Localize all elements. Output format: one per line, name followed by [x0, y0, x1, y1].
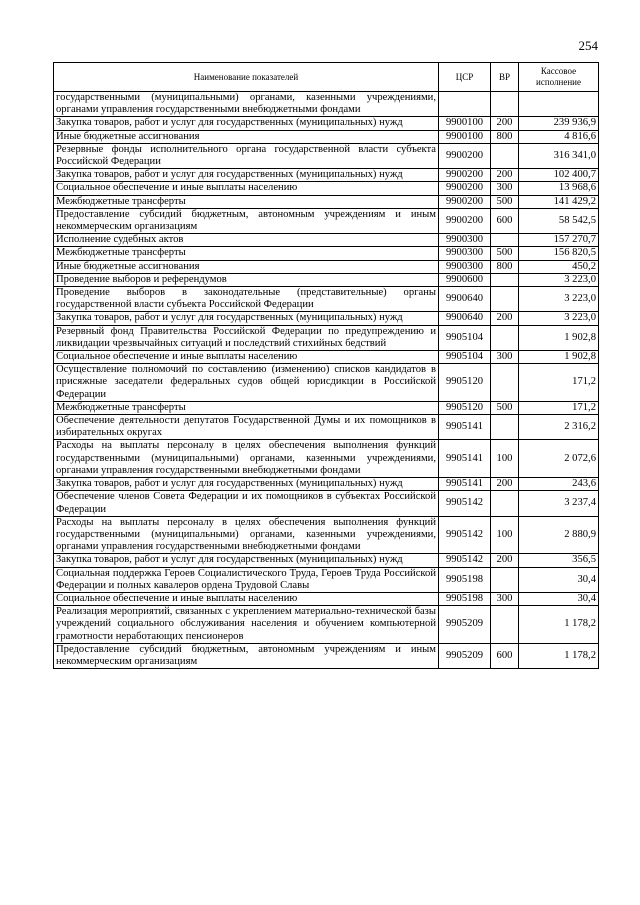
table-row	[54, 325, 599, 350]
row-vr-cell: 200	[491, 169, 519, 182]
row-csr-cell: 9900640	[439, 312, 491, 325]
row-vr-cell: 500	[491, 247, 519, 260]
row-csr-cell: 9900200	[439, 195, 491, 208]
table-row	[54, 130, 599, 143]
row-csr-cell: 9905141	[439, 478, 491, 491]
row-vr-cell: 200	[491, 312, 519, 325]
row-amount-cell	[519, 92, 599, 117]
row-name-cell: Социальное обеспечение и иные выплаты населению	[54, 182, 439, 195]
row-name-cell: Закупка товаров, работ и услуг для государственных (муниципальных) нужд	[54, 478, 439, 491]
table-row	[54, 260, 599, 273]
row-vr-cell	[491, 325, 519, 350]
row-amount-cell: 3 237,4	[519, 491, 599, 516]
row-vr-cell	[491, 287, 519, 312]
table-row	[54, 478, 599, 491]
table-row	[54, 312, 599, 325]
row-name-cell: государственными (муниципальными) органами, казенными учреждениями, органами управления государственными внебюджетными фондами	[54, 92, 439, 117]
row-name-cell: Социальное обеспечение и иные выплаты населению	[54, 592, 439, 605]
row-amount-cell: 1 178,2	[519, 606, 599, 644]
row-name-cell: Обеспечение членов Совета Федерации и их помощников в субъектах Российской Федерации	[54, 491, 439, 516]
row-csr-cell: 9905209	[439, 643, 491, 668]
row-vr-cell	[491, 92, 519, 117]
row-csr-cell: 9905104	[439, 325, 491, 350]
row-amount-cell: 3 223,0	[519, 287, 599, 312]
table-row	[54, 247, 599, 260]
table-row	[54, 287, 599, 312]
row-name-cell: Проведение выборов в законодательные (представительные) органы государственной власти субъекта Российской Федерации	[54, 287, 439, 312]
row-vr-cell: 200	[491, 554, 519, 567]
row-amount-cell: 1 178,2	[519, 643, 599, 668]
row-amount-cell: 239 936,9	[519, 117, 599, 130]
row-amount-cell: 30,4	[519, 567, 599, 592]
row-amount-cell: 2 316,2	[519, 415, 599, 440]
row-csr-cell: 9905198	[439, 567, 491, 592]
row-vr-cell: 200	[491, 117, 519, 130]
row-name-cell: Обеспечение деятельности депутатов Государственной Думы и их помощников в избирательных округах	[54, 415, 439, 440]
row-name-cell: Реализация мероприятий, связанных с укреплением материально-технической базы учреждений социального обслуживания населения и обучением компьютерной грамотности неработающих пенсионеров	[54, 606, 439, 644]
row-csr-cell: 9900200	[439, 208, 491, 233]
row-amount-cell: 3 223,0	[519, 273, 599, 286]
row-name-cell: Исполнение судебных актов	[54, 234, 439, 247]
row-csr-cell: 9905120	[439, 364, 491, 402]
row-name-cell: Расходы на выплаты персоналу в целях обеспечения выполнения функций государственными (муниципальными) органами, казенными учреждениями, органами управления государственными внебюджетными фондами	[54, 440, 439, 478]
row-csr-cell: 9900100	[439, 117, 491, 130]
table-row	[54, 234, 599, 247]
row-name-cell: Социальное обеспечение и иные выплаты населению	[54, 351, 439, 364]
row-csr-cell: 9900200	[439, 143, 491, 168]
table-row	[54, 195, 599, 208]
row-name-cell: Межбюджетные трансферты	[54, 401, 439, 414]
row-amount-cell: 171,2	[519, 401, 599, 414]
row-name-cell: Иные бюджетные ассигнования	[54, 260, 439, 273]
row-vr-cell: 500	[491, 401, 519, 414]
row-vr-cell: 600	[491, 208, 519, 233]
header-name: Наименование показателей	[54, 63, 439, 92]
row-vr-cell: 600	[491, 643, 519, 668]
table-row	[54, 516, 599, 554]
row-name-cell: Резервный фонд Правительства Российской Федерации по предупреждению и ликвидации чрезвычайных ситуаций и последствий стихийных бедствий	[54, 325, 439, 350]
budget-table	[53, 62, 599, 669]
row-amount-cell: 1 902,8	[519, 325, 599, 350]
table-row	[54, 273, 599, 286]
row-name-cell: Резервные фонды исполнительного органа государственной власти субъекта Российской Федерации	[54, 143, 439, 168]
row-amount-cell: 243,6	[519, 478, 599, 491]
row-vr-cell: 800	[491, 260, 519, 273]
table-row	[54, 364, 599, 402]
row-name-cell: Закупка товаров, работ и услуг для государственных (муниципальных) нужд	[54, 169, 439, 182]
row-vr-cell: 500	[491, 195, 519, 208]
table-row	[54, 415, 599, 440]
row-csr-cell: 9905141	[439, 440, 491, 478]
row-name-cell: Предоставление субсидий бюджетным, автономным учреждениям и иным некоммерческим организациям	[54, 643, 439, 668]
table-row	[54, 117, 599, 130]
row-name-cell: Расходы на выплаты персоналу в целях обеспечения выполнения функций государственными (муниципальными) органами, казенными учреждениями, органами управления государственными внебюджетными фондами	[54, 516, 439, 554]
row-vr-cell	[491, 143, 519, 168]
row-csr-cell: 9900100	[439, 130, 491, 143]
row-vr-cell: 800	[491, 130, 519, 143]
row-csr-cell: 9905142	[439, 491, 491, 516]
table-row	[54, 182, 599, 195]
table-row	[54, 567, 599, 592]
row-name-cell: Межбюджетные трансферты	[54, 247, 439, 260]
row-name-cell: Осуществление полномочий по составлению (изменению) списков кандидатов в присяжные заседатели федеральных судов общей юрисдикции в Российской Федерации	[54, 364, 439, 402]
row-vr-cell	[491, 567, 519, 592]
table-row	[54, 606, 599, 644]
row-name-cell: Закупка товаров, работ и услуг для государственных (муниципальных) нужд	[54, 554, 439, 567]
table-row	[54, 208, 599, 233]
header-vr: ВР	[491, 63, 519, 92]
row-amount-cell: 171,2	[519, 364, 599, 402]
row-amount-cell: 1 902,8	[519, 351, 599, 364]
row-vr-cell	[491, 415, 519, 440]
table-row	[54, 440, 599, 478]
table-row	[54, 491, 599, 516]
row-amount-cell: 58 542,5	[519, 208, 599, 233]
row-csr-cell: 9905120	[439, 401, 491, 414]
row-vr-cell: 200	[491, 478, 519, 491]
row-name-cell: Межбюджетные трансферты	[54, 195, 439, 208]
row-csr-cell: 9905198	[439, 592, 491, 605]
table-row	[54, 643, 599, 668]
row-amount-cell: 156 820,5	[519, 247, 599, 260]
row-csr-cell: 9900300	[439, 247, 491, 260]
row-name-cell: Социальная поддержка Героев Социалистического Труда, Героев Труда Российской Федерации и полных кавалеров ордена Трудовой Славы	[54, 567, 439, 592]
table-row	[54, 92, 599, 117]
table-body	[54, 92, 599, 669]
row-vr-cell	[491, 364, 519, 402]
row-amount-cell: 141 429,2	[519, 195, 599, 208]
row-amount-cell: 356,5	[519, 554, 599, 567]
row-csr-cell: 9900600	[439, 273, 491, 286]
row-amount-cell: 2 880,9	[519, 516, 599, 554]
row-csr-cell: 9905142	[439, 554, 491, 567]
row-csr-cell: 9905142	[439, 516, 491, 554]
row-name-cell: Иные бюджетные ассигнования	[54, 130, 439, 143]
row-vr-cell	[491, 234, 519, 247]
row-vr-cell: 300	[491, 592, 519, 605]
table-row	[54, 554, 599, 567]
row-csr-cell: 9900300	[439, 234, 491, 247]
row-amount-cell: 2 072,6	[519, 440, 599, 478]
row-csr-cell: 9900300	[439, 260, 491, 273]
row-amount-cell: 157 270,7	[519, 234, 599, 247]
row-amount-cell: 4 816,6	[519, 130, 599, 143]
table-row	[54, 592, 599, 605]
table-row	[54, 401, 599, 414]
table-header-row	[54, 63, 599, 92]
table-row	[54, 169, 599, 182]
row-csr-cell: 9905141	[439, 415, 491, 440]
row-amount-cell: 316 341,0	[519, 143, 599, 168]
row-amount-cell: 13 968,6	[519, 182, 599, 195]
row-csr-cell: 9900640	[439, 287, 491, 312]
row-name-cell: Предоставление субсидий бюджетным, автономным учреждениям и иным некоммерческим организациям	[54, 208, 439, 233]
row-amount-cell: 102 400,7	[519, 169, 599, 182]
header-csr: ЦСР	[439, 63, 491, 92]
table-row	[54, 143, 599, 168]
row-vr-cell	[491, 273, 519, 286]
row-csr-cell	[439, 92, 491, 117]
row-amount-cell: 3 223,0	[519, 312, 599, 325]
row-name-cell: Закупка товаров, работ и услуг для государственных (муниципальных) нужд	[54, 312, 439, 325]
row-name-cell: Закупка товаров, работ и услуг для государственных (муниципальных) нужд	[54, 117, 439, 130]
row-vr-cell	[491, 606, 519, 644]
row-vr-cell	[491, 491, 519, 516]
row-vr-cell: 300	[491, 351, 519, 364]
row-csr-cell: 9900200	[439, 182, 491, 195]
page-number: 254	[578, 38, 598, 53]
row-csr-cell: 9900200	[439, 169, 491, 182]
row-name-cell: Проведение выборов и референдумов	[54, 273, 439, 286]
row-csr-cell: 9905209	[439, 606, 491, 644]
row-csr-cell: 9905104	[439, 351, 491, 364]
row-vr-cell: 100	[491, 516, 519, 554]
row-amount-cell: 450,2	[519, 260, 599, 273]
table-row	[54, 351, 599, 364]
header-amount: Кассовое исполнение	[519, 63, 599, 92]
row-amount-cell: 30,4	[519, 592, 599, 605]
row-vr-cell: 100	[491, 440, 519, 478]
row-vr-cell: 300	[491, 182, 519, 195]
